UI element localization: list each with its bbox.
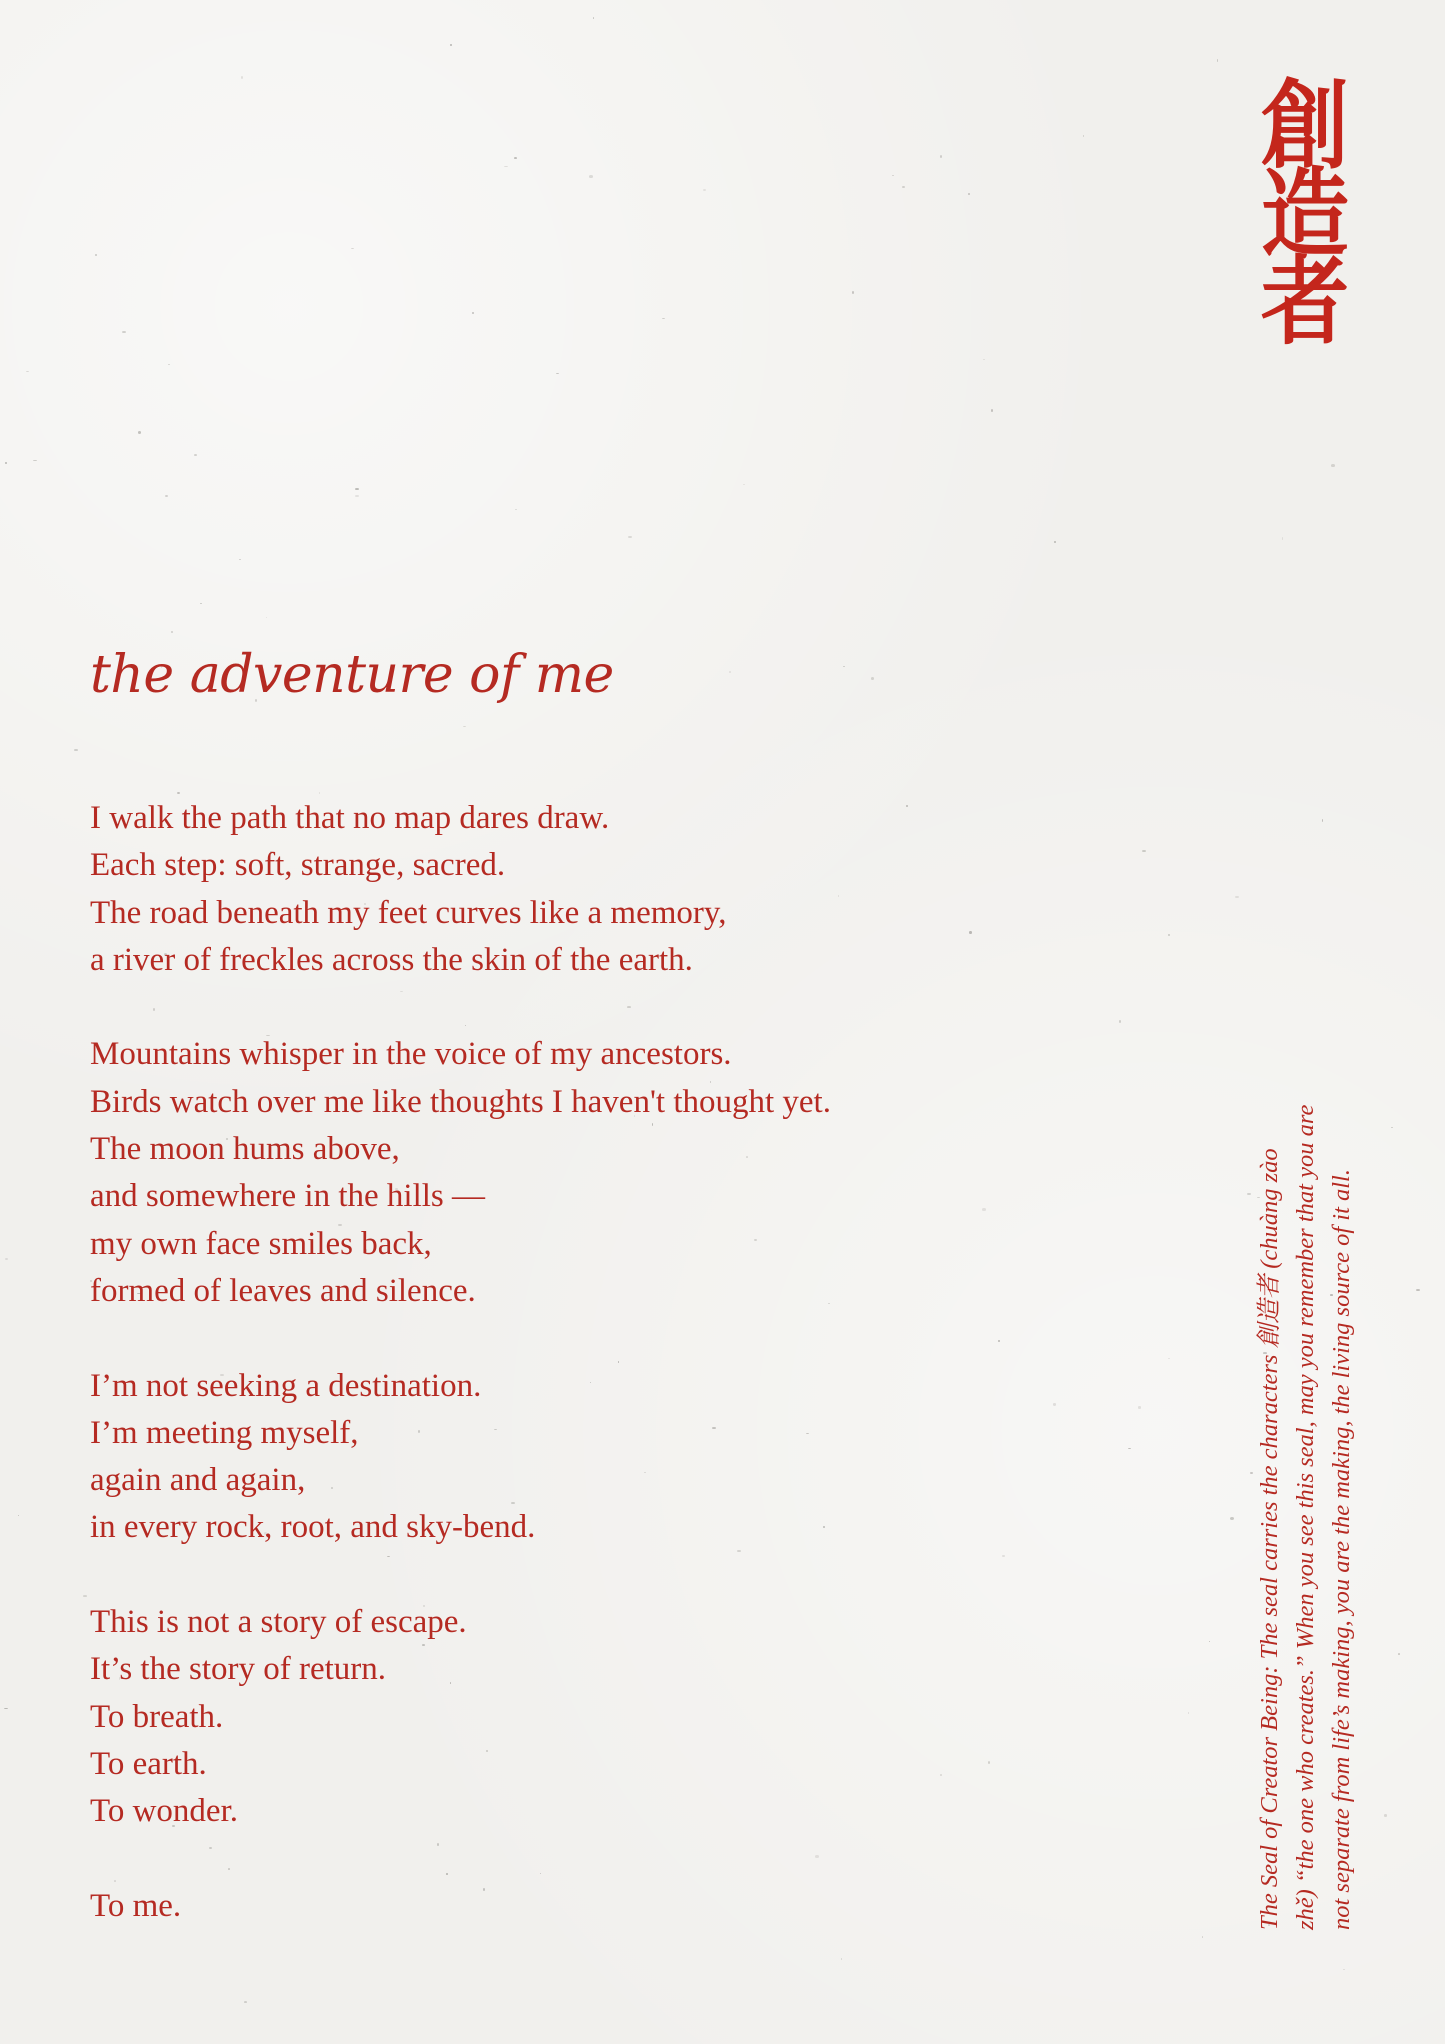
paper-speck	[1168, 1358, 1170, 1359]
paper-speck	[906, 805, 908, 807]
paper-speck	[628, 536, 632, 538]
poem-line: It’s the story of return.	[90, 1651, 387, 1688]
poem-stanza	[90, 1031, 831, 1315]
poem-line: I walk the path that no map dares draw.	[90, 800, 610, 836]
seal-explanation-line: zhě) “the one who creates.” When you see this seal, may you remember that you are	[1292, 1104, 1319, 1930]
paper-speck	[239, 559, 241, 560]
paper-speck	[122, 331, 126, 333]
poem-line: my own face smiles back,	[90, 1225, 432, 1262]
paper-speck	[703, 189, 706, 191]
poem-line: To me.	[90, 1887, 182, 1924]
paper-speck	[1416, 1289, 1420, 1291]
paper-speck	[852, 291, 854, 294]
paper-speck	[1202, 1936, 1203, 1938]
paper-speck	[940, 155, 942, 158]
paper-speck	[177, 792, 180, 794]
poem-line: I’m meeting myself,	[90, 1414, 359, 1451]
paper-speck	[351, 248, 354, 249]
paper-speck	[165, 495, 168, 497]
poem-title: the adventure of me	[90, 645, 614, 705]
poem-line: and somewhere in the hills —	[90, 1178, 486, 1215]
paper-speck	[892, 175, 894, 176]
paper-speck	[871, 677, 874, 680]
poem-line: Each step: soft, strange, sacred.	[90, 847, 506, 884]
paper-speck	[1247, 1193, 1251, 1195]
paper-speck	[463, 726, 466, 727]
paper-speck	[95, 254, 97, 256]
paper-speck	[355, 495, 359, 497]
creator-seal	[1250, 69, 1360, 358]
seal-explanation-line: The Seal of Creator Being: The seal carries the characters 創造者 (chuàng zào	[1256, 1148, 1283, 1930]
paper-speck	[33, 460, 37, 461]
paper-speck	[1217, 59, 1218, 62]
paper-speck	[1391, 1127, 1393, 1128]
paper-speck	[244, 2001, 247, 2003]
paper-speck	[1002, 1555, 1005, 1557]
paper-speck	[991, 409, 993, 412]
paper-speck	[1083, 135, 1084, 137]
paper-speck	[1188, 1712, 1189, 1714]
paper-speck	[515, 509, 517, 510]
paper-speck	[194, 454, 197, 456]
paper-speck	[743, 484, 745, 485]
poem-stanza	[90, 795, 831, 984]
paper-speck	[4, 1708, 8, 1709]
seal-explanation-line: not separate from life’s making, you are the making, the living source of it all.	[1328, 1169, 1355, 1930]
poem-stanza	[90, 1883, 831, 1930]
paper-speck	[472, 312, 474, 314]
paper-speck	[168, 364, 170, 365]
poem-line: To wonder.	[90, 1793, 239, 1830]
seal-character: 造	[1260, 157, 1350, 270]
paper-speck	[841, 1958, 842, 1960]
paper-speck	[1209, 1641, 1210, 1642]
paper-speck	[83, 1595, 87, 1597]
paper-speck	[1128, 1448, 1131, 1449]
paper-speck	[1398, 1653, 1400, 1655]
paper-speck	[5, 1258, 8, 1260]
poem-body	[90, 795, 831, 1977]
paper-speck	[589, 175, 593, 178]
paper-speck	[18, 1515, 19, 1516]
paper-speck	[319, 792, 320, 794]
poem-stanza	[90, 1599, 831, 1835]
paper-speck	[1322, 819, 1323, 822]
paper-speck	[1168, 934, 1170, 936]
paper-speck	[266, 617, 267, 618]
paper-speck	[1053, 1403, 1056, 1406]
paper-speck	[514, 157, 517, 159]
paper-speck	[983, 359, 985, 360]
paper-speck	[74, 749, 78, 751]
paper-speck	[1331, 464, 1335, 467]
paper-speck	[138, 431, 141, 434]
paper-speck	[241, 76, 243, 79]
paper-speck	[355, 488, 359, 490]
paper-speck	[200, 603, 202, 604]
paper-speck	[450, 44, 452, 46]
seal-character: 者	[1260, 245, 1350, 358]
paper-speck	[1138, 1406, 1141, 1409]
poem-line: Birds watch over me like thoughts I haven't thought yet.	[90, 1083, 831, 1120]
paper-speck	[982, 1208, 986, 1211]
paper-speck	[988, 1761, 990, 1764]
paper-speck	[5, 462, 7, 464]
poem-line: Mountains whisper in the voice of my ancestors.	[90, 1036, 732, 1073]
paper-speck	[1282, 537, 1283, 540]
poem-line: To breath.	[90, 1698, 224, 1735]
paper-speck	[998, 1340, 1000, 1342]
paper-speck	[593, 17, 594, 19]
poem-line: The road beneath my feet curves like a memory,	[90, 894, 727, 931]
paper-speck	[843, 666, 845, 667]
paper-speck	[1384, 1814, 1387, 1817]
poem-line: The moon hums above,	[90, 1131, 400, 1168]
paper-speck	[940, 1774, 942, 1776]
paper-speck	[1119, 1020, 1121, 1023]
poem-line: again and again,	[90, 1462, 306, 1499]
paper-speck	[662, 318, 665, 319]
paper-speck	[504, 166, 508, 167]
poem-line: in every rock, root, and sky-bend.	[90, 1509, 536, 1546]
poem-line: I’m not seeking a destination.	[90, 1367, 482, 1404]
poem-line: This is not a story of escape.	[90, 1604, 467, 1641]
poem-line: To earth.	[90, 1745, 207, 1782]
paper-speck	[1054, 541, 1056, 543]
seal-explanation	[1252, 880, 1360, 1930]
paper-speck	[969, 931, 972, 934]
paper-speck	[26, 371, 29, 372]
paper-speck	[1142, 850, 1146, 852]
poem-line: formed of leaves and silence.	[90, 1272, 476, 1309]
paper-speck	[902, 186, 905, 188]
paper-speck	[171, 631, 173, 633]
seal-character: 創	[1260, 69, 1350, 182]
paper-speck	[1343, 1969, 1345, 1970]
paper-speck	[838, 895, 839, 897]
paper-speck	[1235, 896, 1239, 898]
paper-speck	[556, 373, 559, 374]
poem-line: a river of freckles across the skin of the earth.	[90, 941, 693, 978]
poem-stanza	[90, 1363, 831, 1552]
paper-speck	[1230, 1517, 1234, 1520]
paper-speck	[729, 671, 731, 673]
paper-speck	[968, 193, 970, 195]
